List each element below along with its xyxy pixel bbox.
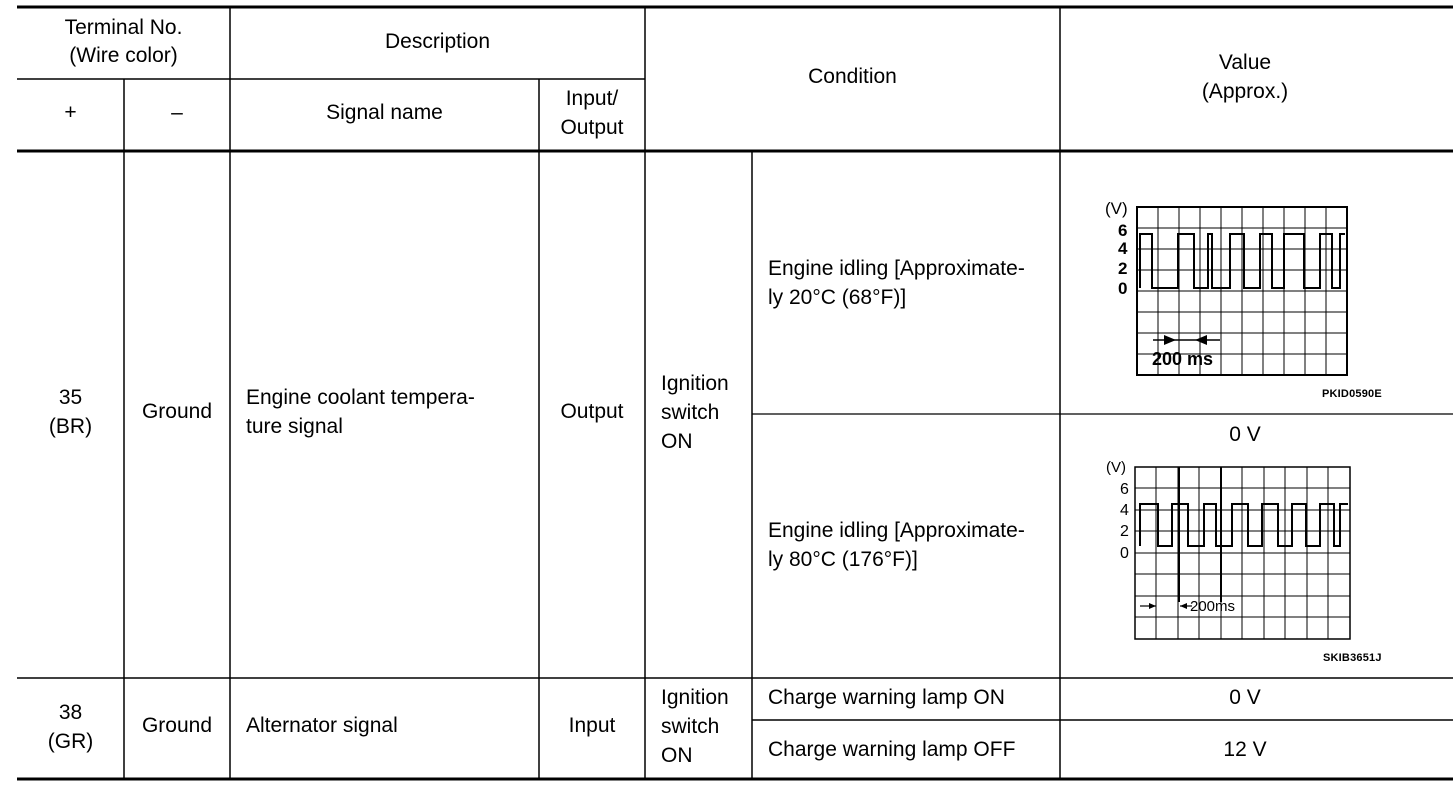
ground-label: Ground <box>141 714 213 737</box>
signal-name: Engine coolant tempera- <box>246 386 475 409</box>
waveform-graph <box>1100 192 1360 382</box>
terminal-number: 35 <box>58 386 83 409</box>
io-label: Output <box>560 400 624 423</box>
wave-time-label: 200ms <box>1190 598 1236 615</box>
value-text: 0 V <box>1229 686 1261 709</box>
io-label: Input <box>568 714 616 737</box>
condition-ignition: ON <box>661 744 693 767</box>
header-input-output-2: Output <box>560 116 624 139</box>
signal-name: Alternator signal <box>246 714 398 737</box>
wave-unit: (V) <box>1105 199 1128 218</box>
header-value-2: (Approx.) <box>1201 80 1289 103</box>
header-plus: + <box>64 101 77 124</box>
condition-ignition: ON <box>661 430 693 453</box>
wave-y-tick: 0 <box>1120 545 1129 562</box>
figure-code: SKIB3651J <box>1323 652 1382 664</box>
condition-ignition: Ignition <box>661 372 729 395</box>
wire-color: (GR) <box>47 730 94 753</box>
header-terminal-no: Terminal No. <box>64 16 183 39</box>
terminal-number: 38 <box>58 701 83 724</box>
header-signal-name: Signal name <box>326 101 443 124</box>
wire-color: (BR) <box>48 415 93 438</box>
header-condition: Condition <box>808 65 897 88</box>
condition-ignition: switch <box>661 401 720 424</box>
sub-condition: ly 20°C (68°F)] <box>768 286 907 309</box>
figure-code: PKID0590E <box>1322 388 1382 400</box>
waveform-graph <box>1100 452 1360 652</box>
ground-label: Ground <box>141 400 213 423</box>
value-text: 0 V <box>1229 423 1261 446</box>
wave-y-tick: 0 <box>1118 279 1128 298</box>
sub-condition: Charge warning lamp ON <box>768 686 1005 709</box>
wave-y-tick: 2 <box>1118 259 1128 278</box>
wave-y-tick: 2 <box>1120 523 1129 540</box>
header-input-output-1: Input/ <box>565 87 619 110</box>
sub-condition: Engine idling [Approximate- <box>768 257 1025 280</box>
sub-condition: Charge warning lamp OFF <box>768 738 1016 761</box>
wave-y-tick: 4 <box>1118 239 1128 258</box>
wave-y-tick: 4 <box>1120 502 1129 519</box>
sub-condition: Engine idling [Approximate- <box>768 519 1025 542</box>
sub-condition: ly 80°C (176°F)] <box>768 548 918 571</box>
header-value-1: Value <box>1218 51 1272 74</box>
wave-y-tick: 6 <box>1118 221 1128 240</box>
condition-ignition: Ignition <box>661 686 729 709</box>
condition-ignition: switch <box>661 715 720 738</box>
header-wire-color: (Wire color) <box>69 44 178 67</box>
wave-time-label: 200 ms <box>1152 349 1214 369</box>
value-text: 12 V <box>1223 738 1267 761</box>
wave-unit: (V) <box>1106 459 1126 476</box>
signal-name: ture signal <box>246 415 343 438</box>
wave-y-tick: 6 <box>1120 481 1129 498</box>
header-minus: – <box>171 101 183 124</box>
header-description: Description <box>384 30 491 53</box>
